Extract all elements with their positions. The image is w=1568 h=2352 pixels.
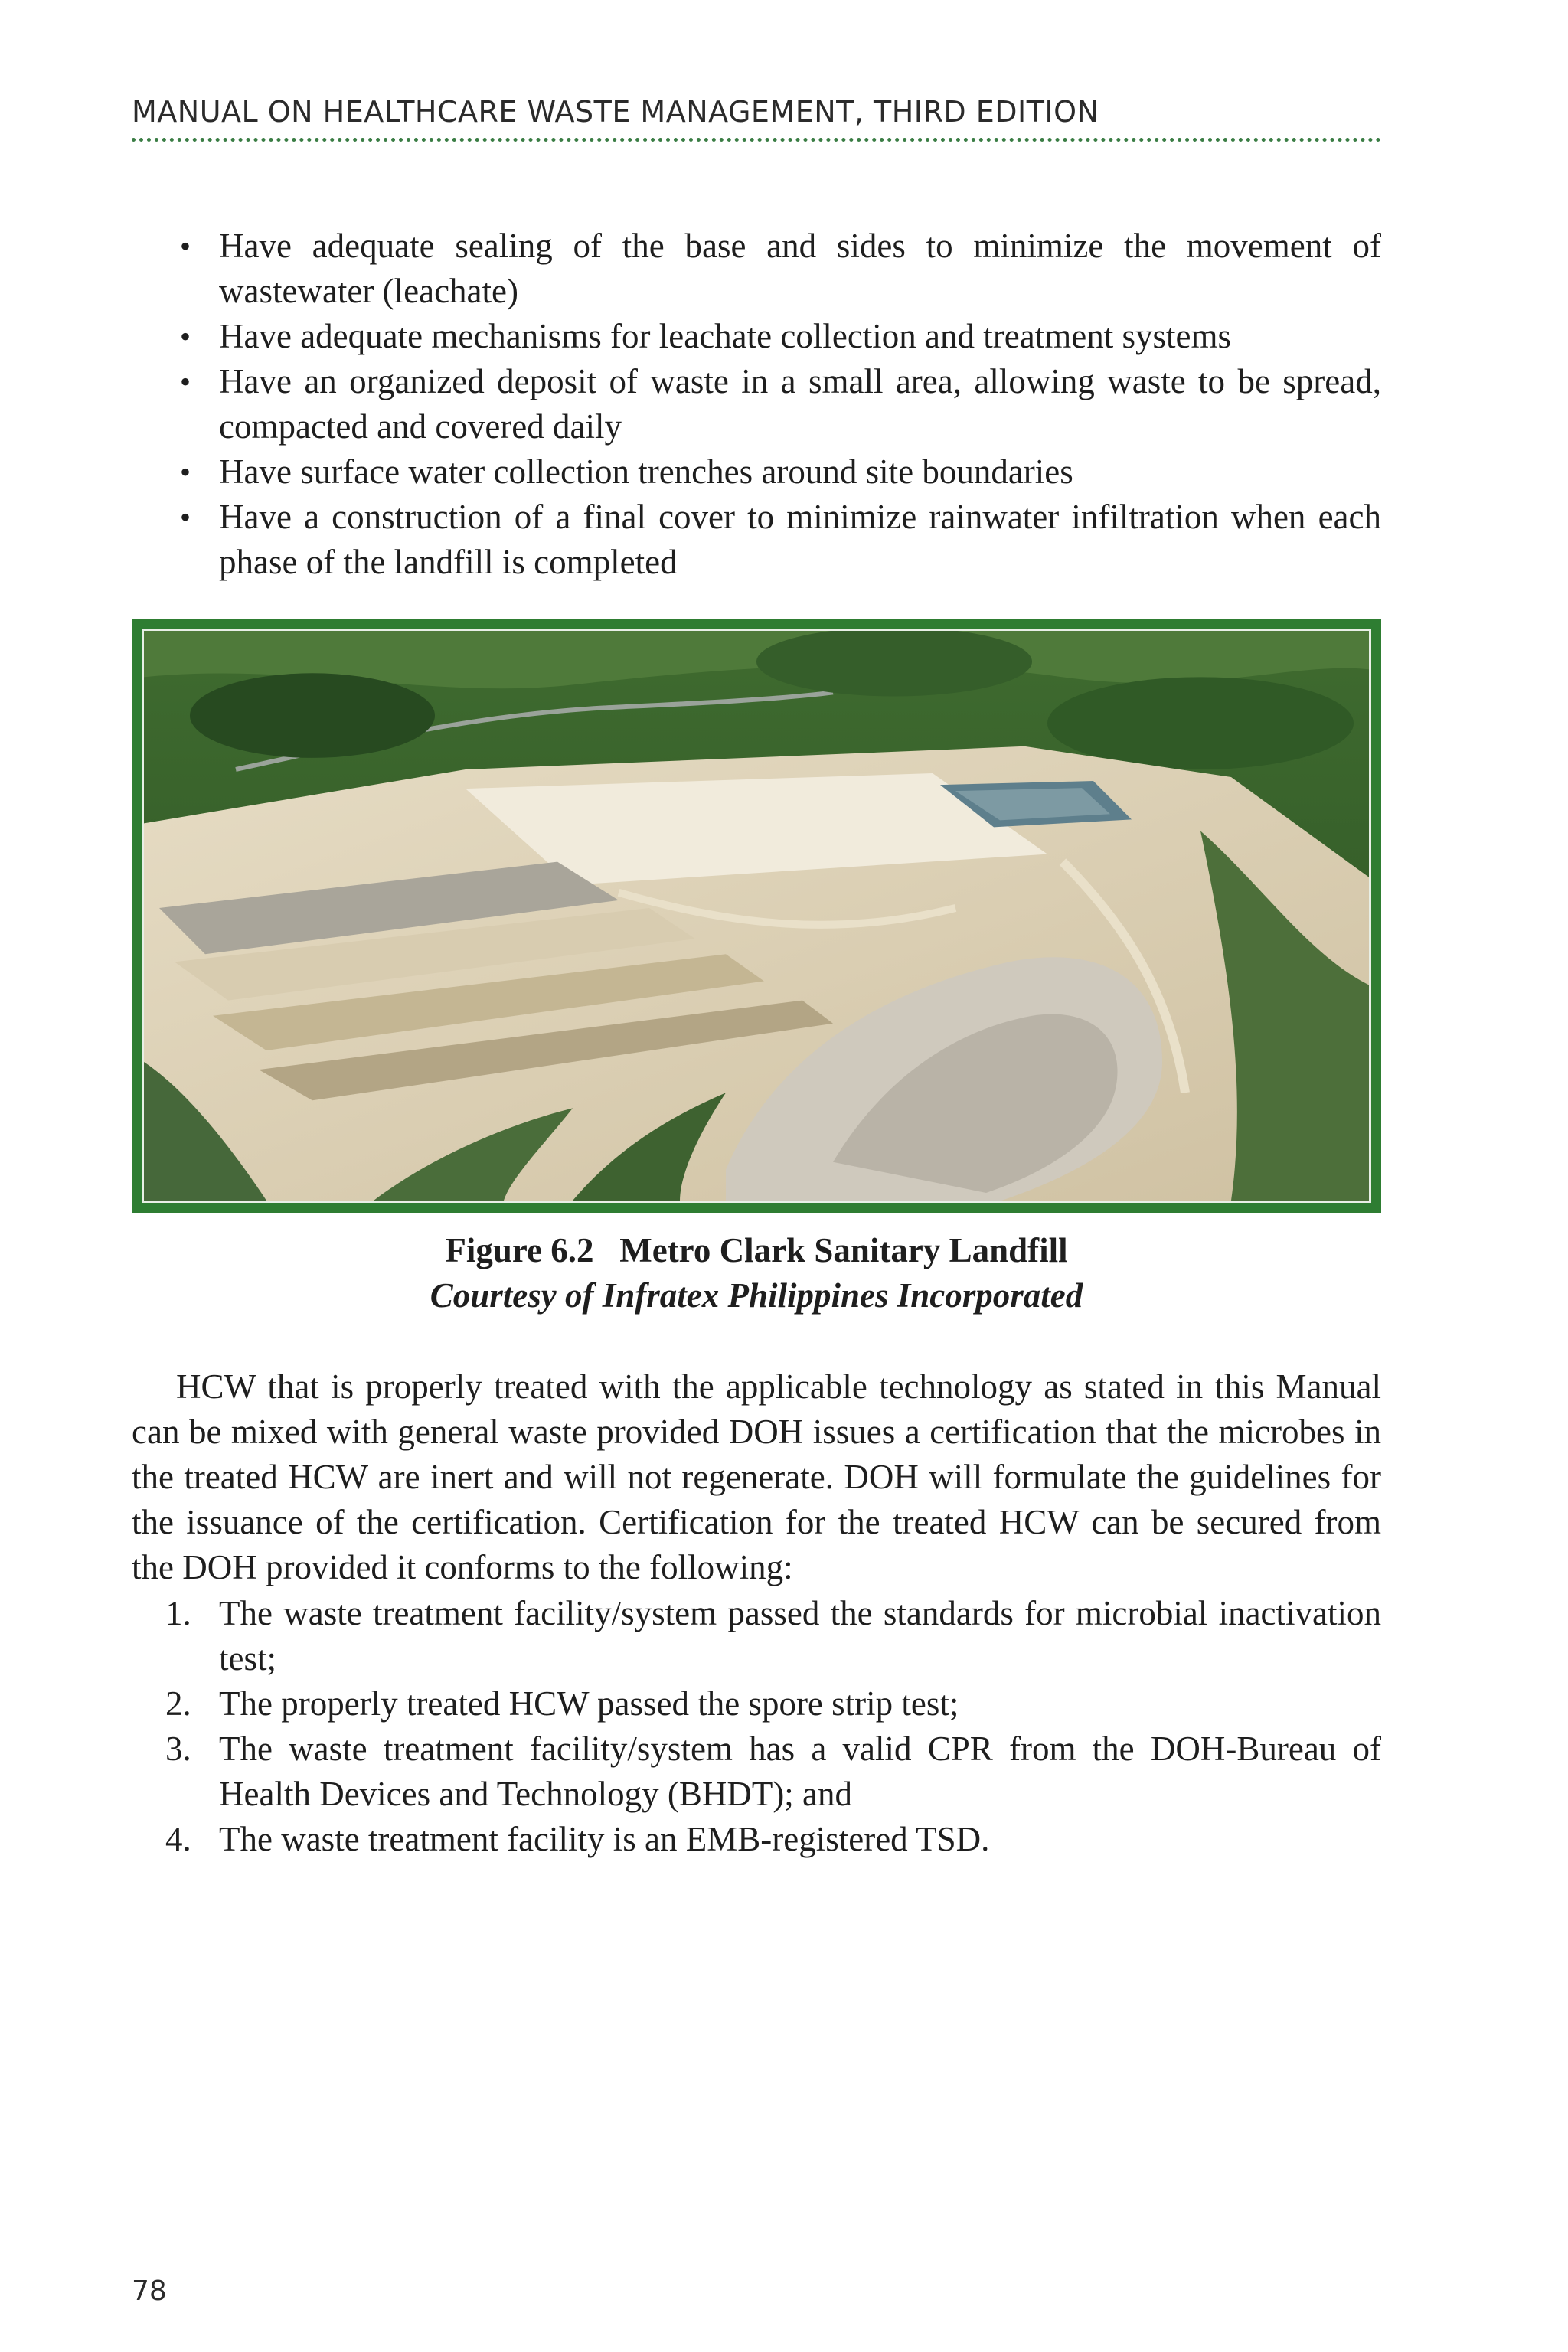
header-dotted-rule xyxy=(132,138,1381,142)
landfill-requirements-list xyxy=(132,224,1381,585)
bullet-marker: • xyxy=(179,319,191,354)
list-item xyxy=(132,314,1381,359)
list-item-text: Have an organized deposit of waste in a small area, allowing waste to be spread, compacted and covered daily xyxy=(219,362,1381,446)
landfill-photo-illustration xyxy=(144,631,1369,1200)
figure-credit: Courtesy of Infratex Philippines Incorporated xyxy=(430,1276,1083,1315)
list-item-text: Have adequate mechanisms for leachate collection and treatment systems xyxy=(219,317,1231,355)
figure-title: Figure 6.2 Metro Clark Sanitary Landfill xyxy=(445,1231,1068,1269)
body-paragraph: HCW that is properly treated with the applicable technology as stated in this Manual can be mixed with general waste provided DOH issues a certification that the microbes in the treated HCW are inert and will not regenerate. DOH will formulate the guidelines for the issuance of the certification. Certification for the treated HCW can be secured from the DOH provided it conforms to the following: xyxy=(132,1367,1381,1586)
list-item-text: Have adequate sealing of the base and sides to minimize the movement of wastewater (leachate) xyxy=(219,227,1381,310)
list-item xyxy=(132,1591,1381,1681)
number-marker: 2. xyxy=(165,1684,191,1723)
page-number: 78 xyxy=(132,2275,167,2307)
running-header: MANUAL ON HEALTHCARE WASTE MANAGEMENT, THIRD EDITION xyxy=(132,95,1099,129)
list-item-text: The waste treatment facility/system passed the standards for microbial inactivation test; xyxy=(219,1594,1381,1677)
figure-caption xyxy=(132,1228,1381,1318)
list-item xyxy=(132,495,1381,585)
list-item xyxy=(132,1726,1381,1817)
list-item-text: The waste treatment facility is an EMB-registered TSD. xyxy=(219,1820,990,1858)
list-item xyxy=(132,1817,1381,1862)
figure-frame xyxy=(132,619,1381,1213)
list-item xyxy=(132,1681,1381,1726)
number-marker: 4. xyxy=(165,1820,191,1858)
number-marker: 3. xyxy=(165,1730,191,1768)
bullet-marker: • xyxy=(179,500,191,534)
landfill-aerial-photo xyxy=(142,629,1371,1203)
bullet-marker: • xyxy=(179,229,191,263)
bullet-marker: • xyxy=(179,364,191,399)
list-item xyxy=(132,224,1381,314)
bullet-marker: • xyxy=(179,455,191,489)
list-item-text: Have surface water collection trenches around site boundaries xyxy=(219,452,1073,491)
list-item xyxy=(132,359,1381,449)
list-item xyxy=(132,449,1381,495)
number-marker: 1. xyxy=(165,1594,191,1632)
list-item-text: Have a construction of a final cover to minimize rainwater infiltration when each phase of the landfill is completed xyxy=(219,498,1381,581)
certification-conditions-list xyxy=(132,1591,1381,1862)
list-item-text: The waste treatment facility/system has a valid CPR from the DOH-Bureau of Health Devices and Technology (BHDT); and xyxy=(219,1730,1381,1813)
list-item-text: The properly treated HCW passed the spore strip test; xyxy=(219,1684,959,1723)
